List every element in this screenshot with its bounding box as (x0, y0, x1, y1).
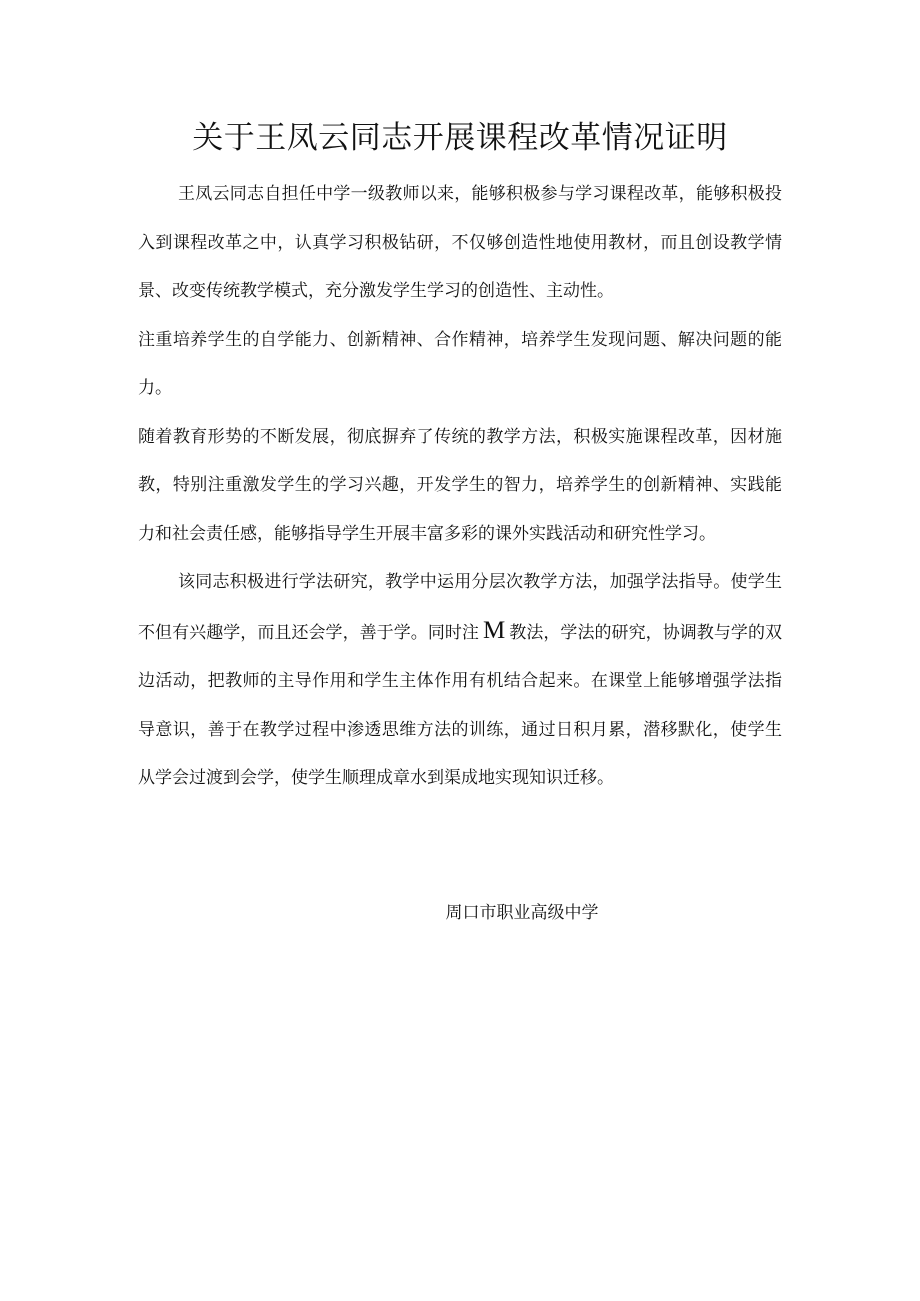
paragraph-3: 随着教育形势的不断发展，彻底摒弃了传统的教学方法，积极实施课程改革，因材施教，特别注重激发学生的学习兴趣，开发学生的智力，培养学生的创新精神、实践能力和社会责任感，能够指导学生开展丰富多彩的课外实践活动和研究性学习。 (138, 426, 782, 544)
signature-organization: 周口市职业高级中学 (445, 903, 599, 923)
paragraph-4-glyph: M (482, 616, 506, 644)
paragraph-4-start: 该同志积极进行学法研究，教学中运用分层次教学方法，加强学法指导。使学生不但有兴趣学，而且还会学，善于学。同时注 (138, 572, 782, 643)
paragraph-4 (138, 558, 782, 803)
document-title: 关于王凤云同志开展课程改革情况证明 (192, 120, 728, 156)
paragraph-4-end: 教法，学法的研究，协调教与学的双边活动，把教师的主导作用和学生主体作用有机结合起来。在课堂上能够增强学法指导意识，善于在教学过程中渗透思维方法的训练，通过日积月累，潜移默化，使学生从学会过渡到会学，使学生顺理成章水到渠成地实现知识迁移。 (138, 622, 783, 788)
document-body (138, 170, 782, 803)
paragraph-2: 注重培养学生的自学能力、创新精神、合作精神，培养学生发现问题、解决问题的能力。 (138, 329, 782, 398)
paragraph-1: 王凤云同志自担任中学一级教师以来，能够积极参与学习课程改革，能够积极投入到课程改革之中，认真学习积极钻研，不仅够创造性地使用教材，而且创设教学情景、改变传统教学模式，充分激发学生学习的创造性、主动性。 (138, 184, 782, 301)
